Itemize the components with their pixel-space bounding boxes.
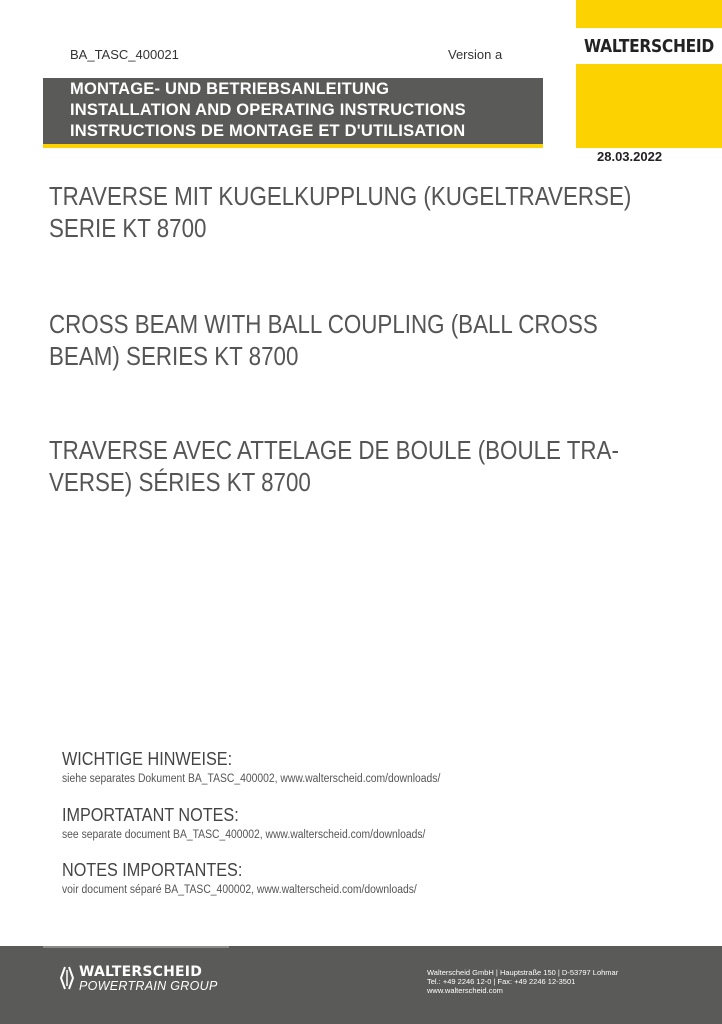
note-heading-de: WICHTIGE HINWEISE: <box>62 749 233 769</box>
footer-address: Walterscheid GmbH | Hauptstraße 150 | D-53797 Lohmar <box>427 968 619 977</box>
logo-text: WALTERSCHEID <box>584 35 714 57</box>
doc-type-de: MONTAGE- UND BETRIEBSANLEITUNG <box>70 80 390 98</box>
note-heading-fr: NOTES IMPORTANTES: <box>62 860 243 880</box>
document-date: 28.03.2022 <box>597 149 663 164</box>
footer-group-name: POWERTRAIN GROUP <box>79 979 218 993</box>
doc-type-fr: INSTRUCTIONS DE MONTAGE ET D'UTILISATION <box>70 122 466 140</box>
title-fr-line-2: VERSE) SÉRIES KT 8700 <box>49 467 311 497</box>
walterscheid-logo <box>576 28 722 64</box>
title-en-line-1: CROSS BEAM WITH BALL COUPLING (BALL CROSS <box>49 309 598 339</box>
document-type-band <box>43 78 543 144</box>
footer-divider <box>43 946 229 948</box>
title-fr-line-1: TRAVERSE AVEC ATTELAGE DE BOULE (BOULE TRA- <box>49 435 619 465</box>
walterscheid-emblem-icon <box>60 966 74 990</box>
document-id: BA_TASC_400021 <box>70 47 179 62</box>
note-text-de: siehe separates Dokument BA_TASC_400002, www.walterscheid.com/downloads/ <box>62 773 441 785</box>
doc-type-en: INSTALLATION AND OPERATING INSTRUCTIONS <box>70 101 466 119</box>
note-text-en: see separate document BA_TASC_400002, www.walterscheid.com/downloads/ <box>62 829 426 841</box>
title-de-line-1: TRAVERSE MIT KUGELKUPPLUNG (KUGELTRAVERSE) <box>49 181 632 211</box>
footer-brand: WALTERSCHEID <box>79 964 203 980</box>
note-heading-en: IMPORTATANT NOTES: <box>62 805 239 825</box>
brand-yellow-block <box>576 0 722 148</box>
title-en-line-2: BEAM) SERIES KT 8700 <box>49 341 299 371</box>
footer-website: www.walterscheid.com <box>427 986 503 995</box>
document-version: Version a <box>448 47 503 62</box>
footer-phone: Tel.: +49 2246 12-0 | Fax: +49 2246 12-3501 <box>427 977 576 986</box>
note-text-fr: voir document séparé BA_TASC_400002, www.walterscheid.com/downloads/ <box>62 884 417 896</box>
title-de-line-2: SERIE KT 8700 <box>49 213 207 243</box>
band-underline <box>43 144 543 148</box>
